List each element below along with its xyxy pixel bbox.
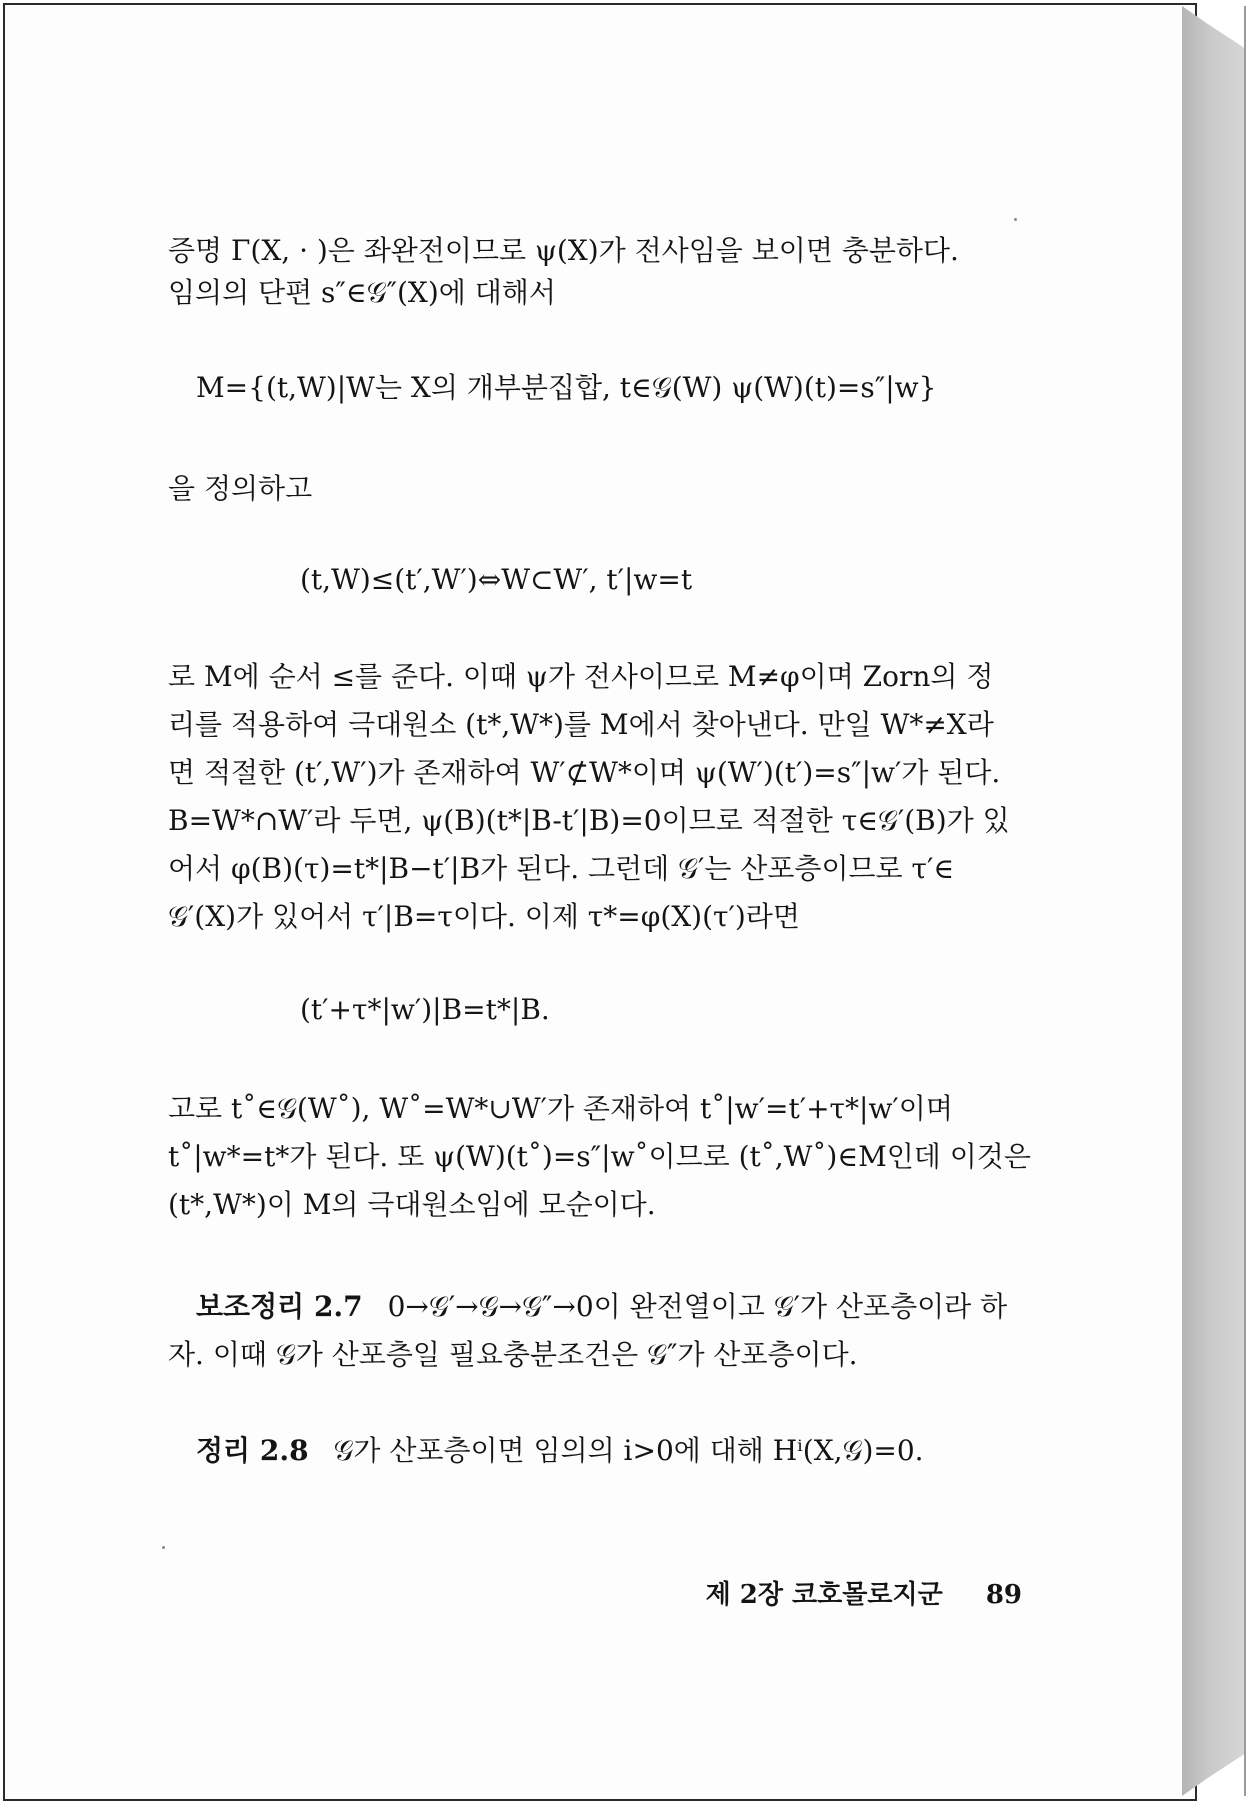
chapter-title: 제 2장 코호몰로지군 (705, 1580, 943, 1610)
proof-line-2: 임의의 단편 s″∈𝒢″(X)에 대해서 (168, 276, 556, 309)
lemma-line-1: 0→𝒢′→𝒢→𝒢″→0이 완전열이고 𝒢′가 산포층이라 하 (387, 1290, 1008, 1323)
para2-line-6: 𝒢′(X)가 있어서 τ′|B=τ이다. 이제 τ*=φ(X)(τ′)라면 (168, 900, 800, 933)
lemma-line-2: 자. 이때 𝒢가 산포층일 필요충분조건은 𝒢″가 산포층이다. (168, 1338, 858, 1371)
page-stack-edge (1182, 6, 1246, 1796)
page-footer (706, 1574, 1022, 1611)
para2-line-1: 로 M에 순서 ≤를 준다. 이때 ψ가 전사이므로 M≠φ이며 Zorn의 정 (168, 660, 994, 693)
para2-line-4: B=W*∩W′라 두면, ψ(B)(t*|B-t′|B)=0이므로 적절한 τ∈𝒢′(B)가 있 (168, 804, 1010, 837)
page-number: 89 (985, 1580, 1022, 1610)
para2-line-2: 리를 적용하여 극대원소 (t*,W*)를 M에서 찾아낸다. 만일 W*≠X라 (168, 708, 994, 741)
equation-set-m: M={(t,W)|W는 X의 개부분집합, t∈𝒢(W) ψ(W)(t)=s″|w} (196, 371, 937, 404)
para3-line-3: (t*,W*)이 M의 극대원소임에 모순이다. (168, 1188, 656, 1221)
para2-line-3: 면 적절한 (t′,W′)가 존재하여 W′⊄W*이며 ψ(W′)(t′)=s″|w′가 된다. (168, 756, 1001, 789)
equation-restriction: (t′+τ*|w′)|B=t*|B. (300, 993, 550, 1026)
para2-line-5: 어서 φ(B)(τ)=t*|B−t′|B가 된다. 그런데 𝒢′는 산포층이므로 τ′∈ (168, 852, 955, 885)
theorem-text: 𝒢가 산포층이면 임의의 i>0에 대해 Hⁱ(X,𝒢)=0. (333, 1434, 924, 1467)
define-text: 을 정의하고 (168, 472, 313, 505)
print-speck (162, 1546, 165, 1549)
equation-order: (t,W)≤(t′,W′)⇔W⊂W′, t′|w=t (300, 563, 693, 596)
para3-line-2: t˚|w*=t*가 된다. 또 ψ(W)(t˚)=s″|w˚이므로 (t˚,W˚)∈M인데 이것은 (168, 1140, 1031, 1173)
proof-line-1: 증명 Γ(X, · )은 좌완전이므로 ψ(X)가 전사임을 보이면 충분하다. (168, 234, 959, 267)
print-speck (1014, 218, 1017, 221)
para3-line-1: 고로 t˚∈𝒢(W˚), W˚=W*∪W′가 존재하여 t˚|w′=t′+τ*|w′이며 (168, 1092, 953, 1125)
theorem-label: 정리 2.8 (196, 1434, 309, 1467)
lemma-label: 보조정리 2.7 (196, 1290, 363, 1323)
page-edge-line (1244, 6, 1246, 1796)
